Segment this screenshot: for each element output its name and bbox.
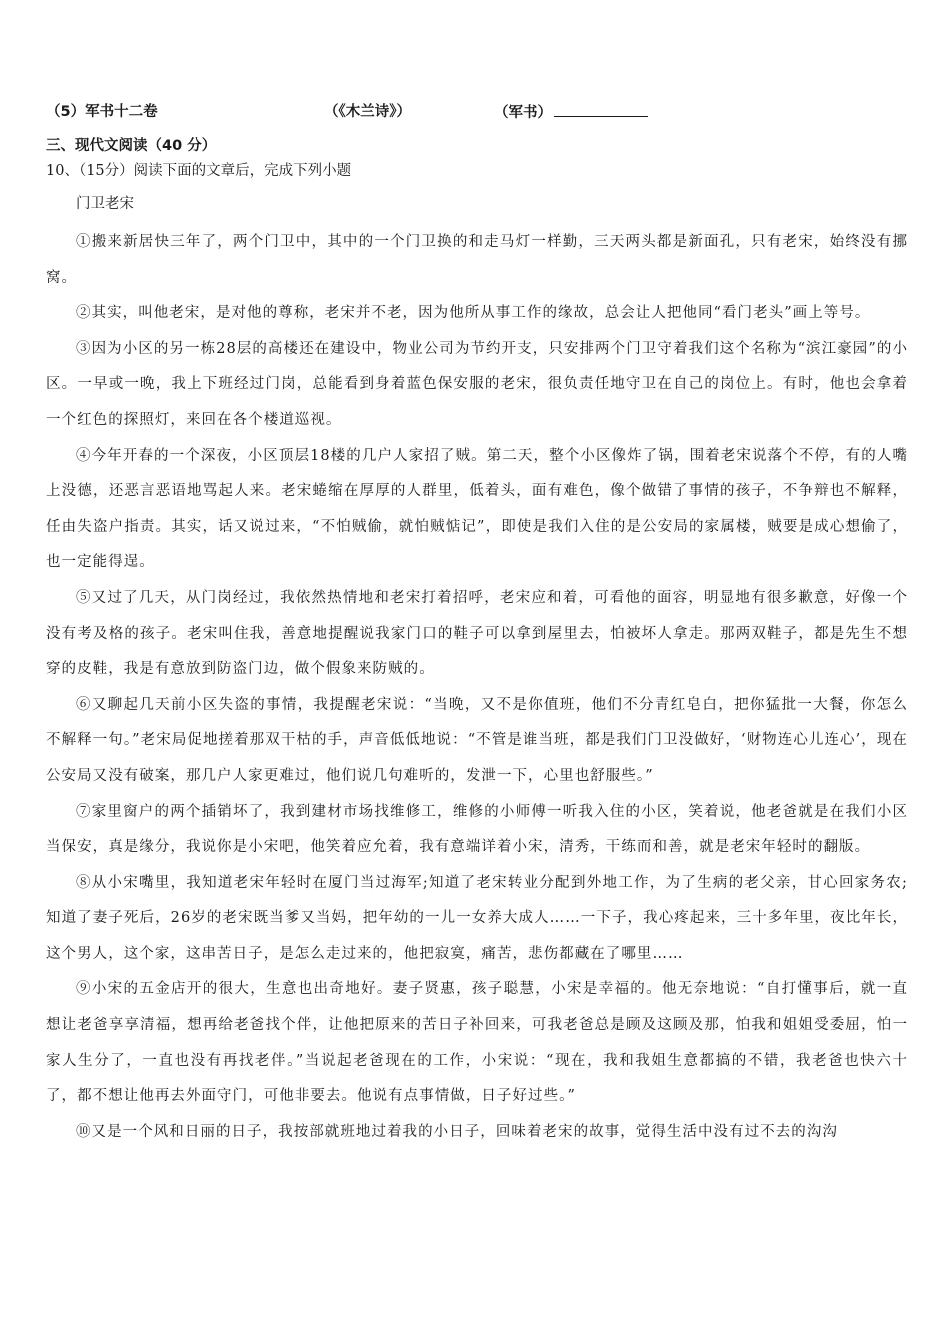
story-paragraph: ⑦家里窗户的两个插销坏了，我到建材市场找维修工，维修的小师傅一听我入住的小区，笑着说，他老爸就是在我们小区当保安，真是缘分，我说你是小宋吧，他笑着应允着，我有意端详着小宋，清秀，干练而和善，就是老宋年轻时的翻版。 (46, 803, 908, 856)
story-paragraph: ①搬来新居快三年了，两个门卫中，其中的一个门卫换的和走马灯一样勤，三天两头都是新面孔，只有老宋，始终没有挪窝。 (46, 234, 908, 286)
section-heading: 三、现代文阅读（40 分） (46, 138, 217, 154)
story-title: 门卫老宋 (76, 196, 134, 212)
story-paragraph: ⑧从小宋嘴里，我知道老宋年轻时在厦门当过海军;知道了老宋转业分配到外地工作，为了生病的老父亲，甘心回家务农;知道了妻子死后，26岁的老宋既当爹又当妈，把年幼的一儿一女养大成人……一下子，我心疼起来，三十多年里，夜比年长，这个男人，这个家，这串苦日子，是怎么走过来的，他把寂寞，痛苦，悲伤都藏在了哪里…… (46, 874, 908, 962)
question-5-source: （《木兰诗》） (324, 104, 411, 120)
answer-blank[interactable] (554, 100, 648, 117)
story-paragraph: ⑥又聊起几天前小区失盗的事情，我提醒老宋说：“当晚，又不是你值班，他们不分青红皂白，把你猛批一大餐，你怎么不解释一句。”老宋局促地搓着那双干枯的手，声音低低地说：“不管是谁当班，都是我们门卫没做好，‘财物连心儿连心’，现在公安局又没有破案，那几户人家更难过，他们说几句难听的，发泄一下，心里也舒服些。” (46, 696, 908, 784)
story-paragraph: ③因为小区的另一栋28层的高楼还在建设中，物业公司为节约开支，只安排两个门卫守着我们这个名称为“滨江豪园”的小区。一早或一晚，我上下班经过门岗，总能看到身着蓝色保安服的老宋，很负责任地守卫在自己的岗位上。有时，他也会拿着一个红色的探照灯，来回在各个楼道巡视。 (46, 340, 908, 428)
question-5-answer-prefix: （军书） (494, 105, 552, 121)
question-5-label: （5）军书十二卷 (46, 104, 158, 120)
story-paragraph: ⑩又是一个风和日丽的日子，我按部就班地过着我的小日子，回味着老宋的故事，觉得生活中没有过不去的沟沟 (76, 1123, 838, 1140)
question-5-answer (494, 100, 648, 125)
story-paragraph: ⑤又过了几天，从门岗经过，我依然热情地和老宋打着招呼，老宋应和着，可看他的面容，明显地有很多歉意，好像一个没有考及格的孩子。老宋叫住我，善意地提醒说我家门口的鞋子可以拿到屋里去，怕被坏人拿走。那两双鞋子，都是先生不想穿的皮鞋，我是有意放到防盗门边，做个假象来防贼的。 (46, 589, 908, 678)
story-body (46, 225, 908, 1150)
question-prompt: 10、（15分）阅读下面的文章后，完成下列小题 (46, 163, 352, 179)
question-5-line (46, 100, 906, 124)
story-paragraph: ②其实，叫他老宋，是对他的尊称，老宋并不老，因为他所从事工作的缘故，总会让人把他同“看门老头”画上等号。 (76, 305, 871, 322)
story-paragraph: ④今年开春的一个深夜，小区顶层18楼的几户人家招了贼。第二天，整个小区像炸了锅，围着老宋说落个不停，有的人嘴上没德，还恶言恶语地骂起人来。老宋蜷缩在厚厚的人群里，低着头，面有难色，像个做错了事情的孩子，不争辩也不解释，任由失盗户指责。其实，话又说过来，“不怕贼偷，就怕贼惦记”，即使是我们入住的是公安局的家属楼，贼要是成心想偷了，也一定能得逞。 (46, 447, 908, 571)
story-paragraph: ⑨小宋的五金店开的很大，生意也出奇地好。妻子贤惠，孩子聪慧，小宋是幸福的。他无奈地说：“自打懂事后，就一直想让老爸享享清福，想再给老爸找个伴，让他把原来的苦日子补回来，可我老爸总是顾及这顾及那，怕我和姐姐受委屈，怕一家人生分了，一直也没有再找老伴。”当说起老爸现在的工作，小宋说：“现在，我和我姐生意都搞的不错，我老爸也快六十了，都不想让他再去外面守门，可他非要去。他说有点事情做，日子好过些。” (46, 981, 908, 1105)
